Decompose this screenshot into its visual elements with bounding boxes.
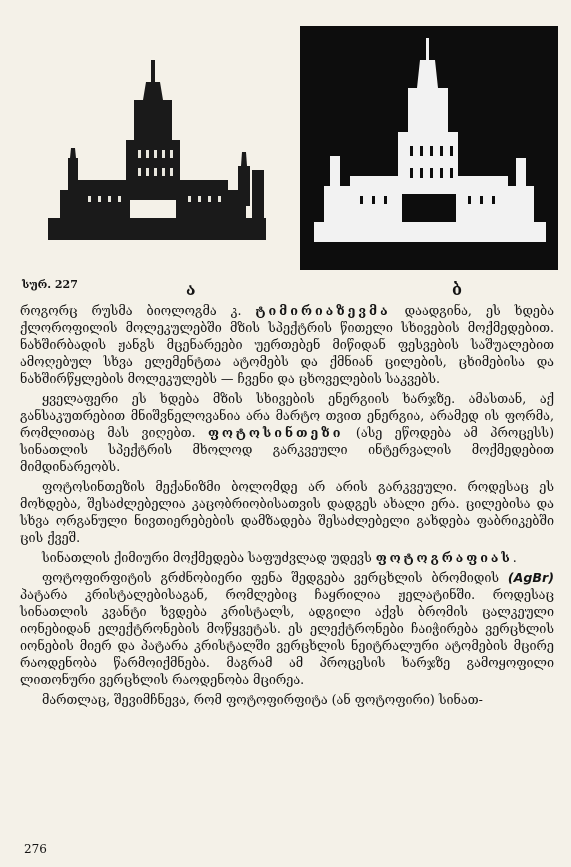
paragraph-4	[20, 549, 554, 566]
paragraph-1	[20, 302, 554, 387]
term-photography: ფოტოგრაფიას	[375, 550, 513, 565]
paragraph-4-start: სინათლის ქიმიური მოქმედება საფუძვლად უდევს	[42, 550, 376, 565]
paragraph-5	[20, 569, 554, 688]
body-text	[20, 302, 554, 711]
photo-building-daylight	[38, 40, 288, 250]
paragraph-6: მართლაც, შევიმჩნევა, რომ ფოტოფირფიტა (ან ფოტოფირი) სინათ-	[42, 692, 483, 707]
paragraph-5-rest: პატარა კრისტალებისაგან, რომლებიც ჩაყრილია ჟელატინში. როდესაც სინათლის კვანტი ხვდება კრისტალს, ადგილი აქვს ბრომის ცალკეული იონებიდან ელექტრონების მოწყვეტას. ეს ელექტრონები ჩაიჭირება ვერცხლის იონების მიერ და პატარა კრისტალში ვერცხლის ნეიტრალური ატომების მცირე რაოდენობა წარმოიქმნება. მაგრამ ამ პროცესის ხარჯზე გამოყოფილი ლითონური ვერცხლის რაოდენობა მცირეა.	[20, 587, 554, 687]
figure-label-a: ა	[186, 280, 196, 299]
scientist-name: ტიმირიაზევმა	[255, 303, 391, 318]
paragraph-5-start: ფოტოფირფიტის გრძნობიერი ფენა შედგება ვერცხლის ბრომიდის	[42, 570, 508, 585]
photo-building-illuminated	[300, 26, 558, 270]
paragraph-1-rest: დაადგინა, ეს ხდება ქლოროფილის მოლეკულებში მზის სპექტრის წითელი სხივების მოქმედებით. ნახშირბადის ჟანგს მცენარეები უერთებენ მიწიდან ფესვების საშუალებით ამოღებულ სხვა ელემენტთა ატომებს და ქმნიან ცილების, ცხიმებისა და ნახშირწყლების მოლეკულებს — ჩვენი და ცხოველების საკვებს.	[20, 303, 555, 386]
term-photosynthesis: ფოტოსინთეზი	[207, 425, 344, 440]
paragraph-3: ფოტოსინთეზის მექანიზმი ბოლომდე არ არის გარკვეული. როდესაც ეს მოხდება, შესაძლებელია კაცობრიობისათვის დადგეს ახალი ერა. ცილებისა და სხვა ორგანული ნივთიერებების დამზადება შესაძლებელი გახდება ფაბრიკებში ცის ქვეშ.	[20, 479, 554, 545]
formula-agbr: (AgBr)	[507, 570, 554, 585]
paragraph-2-start: ყველაფერი ეს ხდება მზის სხივების ენერგიის ხარჯზე. ამასთან, აქ განსაკუთრებით მნიშვნელოვანია არა მარტო თვით ენერგია, არამედ ის ფორმა, რომლითაც მას ვიღებთ.	[20, 391, 554, 440]
figure-caption: სურ. 227	[22, 278, 78, 291]
figure-label-b: ბ	[452, 280, 462, 299]
paragraph-2	[20, 390, 554, 475]
page-number: 276	[24, 842, 47, 856]
paragraph-1-start: როგორც რუსმა ბიოლოგმა კ.	[20, 303, 256, 318]
paragraph-4-end: .	[512, 550, 517, 565]
paragraph-2-rest: (ასე ეწოდება ამ პროცესს) სინათლის სპექტრის მხოლოდ გარკვეული ინტერვალის მოქმედებით მიმდინარეობს.	[20, 425, 554, 474]
